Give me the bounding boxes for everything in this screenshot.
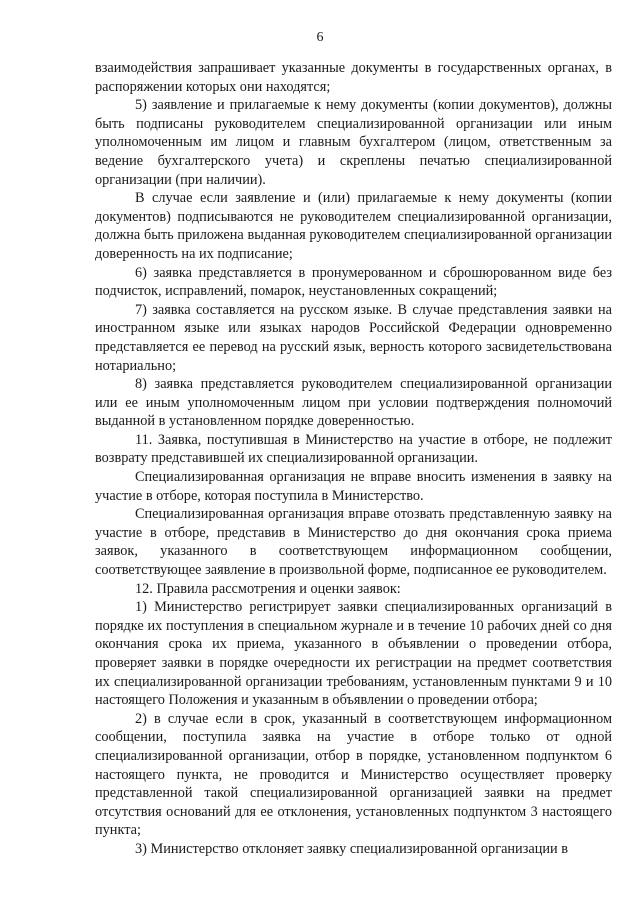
paragraph: 3) Министерство отклоняет заявку специализированной организации в [135, 840, 568, 857]
paragraph: 8) заявка представляется руководителем специализированной организации или ее иным уполномоченным лицом при условии подтверждения полномочий выданной в установленном порядке доверенностью. [95, 376, 612, 430]
paragraph: 12. Правила рассмотрения и оценки заявок: [135, 580, 401, 597]
paragraph: В случае если заявление и (или) прилагаемые к нему документы (копии документов) подписываются не руководителем специализированной организации, должна быть приложена выданная руководителем специализированной организации доверенность на их подписание; [95, 190, 612, 262]
paragraph: 2) в случае если в срок, указанный в соответствующем информационном сообщении, поступила заявка на участие в отборе только от одной специализированной организации, отбор в порядке, установленном подпунктом 6 настоящего пункта, не проводится и Министерство осуществляет проверку представленной такой специализированной организацией заявки на предмет отсутствия оснований для ее отклонения, установленных подпунктом 3 настоящего пункта; [95, 710, 612, 839]
paragraph: 5) заявление и прилагаемые к нему документы (копии документов), должны быть подписаны руководителем специализированной организации или иным уполномоченным им лицом и главным бухгалтером (лицом, ответственным за ведение бухгалтерского учета) и скреплены печатью специализированной организации (при наличии). [95, 97, 612, 188]
page-number: 6 [316, 30, 324, 45]
paragraph: Специализированная организация не вправе вносить изменения в заявку на участие в отборе, которая поступила в Министерство. [95, 469, 612, 504]
paragraph: взаимодействия запрашивает указанные документы в государственных органах, в распоряжении которых они находятся; [95, 60, 612, 95]
document-body [95, 59, 612, 859]
paragraph: 7) заявка составляется на русском языке. В случае представления заявки на иностранном языке или языках народов Российской Федерации одновременно представляется ее перевод на русский язык, верность которого засвидетельствована нотариально; [95, 301, 612, 374]
paragraph: 11. Заявка, поступившая в Министерство на участие в отборе, не подлежит возврату представившей их специализированной организации. [95, 431, 612, 467]
paragraph: 6) заявка представляется в пронумерованном и сброшюрованном виде без подчисток, исправлений, помарок, неустановленных сокращений; [95, 264, 612, 300]
paragraph: 1) Министерство регистрирует заявки специализированных организаций в порядке их поступления в специальном журнале и в течение 10 рабочих дней со дня окончания срока их приема, указанного в объявлении о проведении отбора, проверяет заявки в порядке очередности их регистрации на предмет соответствия их специализированной организации требованиям, установленным пунктами 9 и 10 настоящего Положения и указанным в объявлении о проведении отбора; [95, 599, 612, 709]
paragraph: Специализированная организация вправе отозвать представленную заявку на участие в отборе, представив в Министерство до дня окончания срока приема заявок, указанного в соответствующем информационном сообщении, соответствующее заявление в произвольной форме, подписанное ее руководителем. [95, 506, 612, 579]
